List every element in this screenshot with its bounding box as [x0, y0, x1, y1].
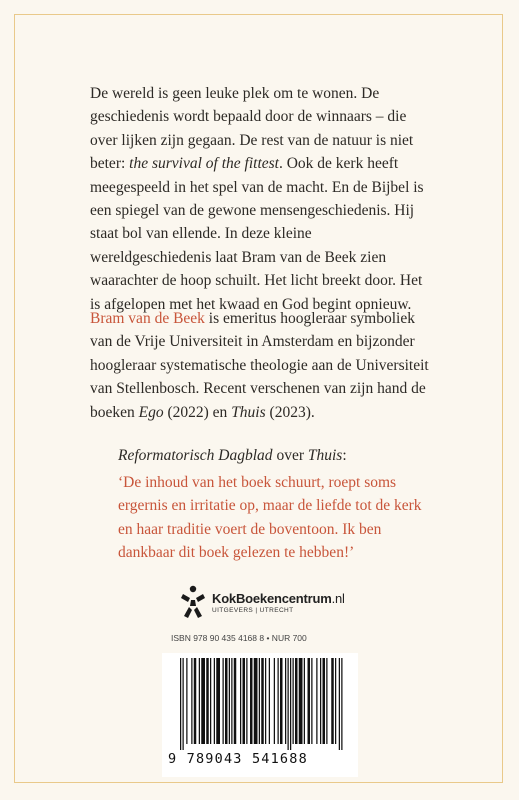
review-source-name: Reformatorisch Dagblad: [118, 447, 273, 464]
barcode-bar: [201, 658, 205, 744]
author-bio-year2: (2023).: [265, 403, 315, 421]
barcode-bar: [295, 658, 298, 744]
barcode-bar: [183, 658, 184, 750]
barcode-bar: [261, 658, 264, 744]
barcode-bar: [250, 658, 253, 744]
barcode-bar: [280, 658, 283, 744]
isbn-text: ISBN 978 90 435 4168 8 • NUR 700: [171, 633, 307, 643]
barcode-bar: [186, 658, 187, 744]
barcode-icon: [176, 658, 346, 750]
barcode-bar: [320, 658, 321, 744]
book-title-ego: Ego: [138, 403, 164, 421]
blurb-text-1: De wereld is geen leuke plek om te wonen. De geschiedenis wordt bepaald door de winnaars – die over lijken zijn gegaan. De rest van de natuur is niet beter:: [90, 85, 414, 173]
publisher-name-main: KokBoekencentrum: [212, 590, 332, 606]
barcode-bar: [285, 658, 286, 744]
barcode-bar: [293, 658, 294, 744]
blurb-paragraph: [90, 82, 435, 316]
author-bio: is emeritus hoogleraar symboliek van de Vrije Universiteit in Amsterdam en bijzonder hoogleraar systematische theologie aan de Universiteit van Stellenbosch. Recent verschenen van zijn hand de boeken: [90, 310, 429, 421]
barcode-bar: [278, 658, 279, 744]
barcode-bar: [265, 658, 266, 744]
barcode-bar: [274, 658, 275, 744]
barcode-bar: [231, 658, 232, 744]
barcode-bar: [191, 658, 192, 744]
barcode-bar: [223, 658, 224, 744]
barcode-bar: [323, 658, 326, 744]
barcode-bar: [229, 658, 230, 744]
barcode-bar: [246, 658, 247, 744]
barcode-bar: [216, 658, 220, 744]
publisher-tld: .nl: [331, 590, 345, 606]
barcode-bar: [341, 658, 342, 750]
review-source: [118, 447, 347, 465]
barcode-bar: [206, 658, 209, 744]
blurb-text-2: . Ook de kerk heeft meegespeeld in het spel van de macht. En de Bijbel is een spiegel van de gewone mensengeschiedenis. Hij staat bol van ellende. In deze kleine wereldgeschiedenis laat Bram van de Beek zien waarachter de hoop schuilt. Het licht breekt door. Het is afgelopen met het kwaad en God begint opnieuw.: [90, 155, 424, 313]
book-title-thuis: Thuis: [231, 403, 266, 421]
author-paragraph: [90, 307, 435, 424]
publisher-mark-icon: [178, 584, 208, 620]
barcode-bar: [234, 658, 237, 744]
barcode-bar: [308, 658, 311, 744]
barcode-bar: [194, 658, 197, 744]
review-quote: ‘De inhoud van het boek schuurt, roept soms ergernis en irritatie op, maar de liefde tot de kerk en haar traditie voert de boventoon. Ik ben dankbaar dit boek gelezen te hebben!’: [118, 474, 422, 562]
review-colon: :: [342, 447, 347, 464]
barcode-bar: [199, 658, 200, 744]
barcode-bar: [335, 658, 336, 744]
barcode-bar: [214, 658, 215, 744]
barcode-bar: [210, 658, 211, 744]
barcode-bar: [311, 658, 312, 744]
barcode-bar: [299, 658, 303, 744]
barcode-bar: [180, 658, 181, 750]
publisher-name: [212, 591, 345, 606]
barcode-bar: [331, 658, 334, 744]
barcode-bar: [326, 658, 327, 744]
barcode-bar: [269, 658, 270, 744]
barcode-bar: [243, 658, 246, 744]
review-book: Thuis: [307, 447, 343, 464]
barcode-bar: [240, 658, 241, 744]
barcode-bar: [254, 658, 258, 744]
publisher-subtitle: UITGEVERS | UTRECHT: [212, 606, 294, 614]
barcode-bar: [290, 658, 291, 750]
blurb-italic: the survival of the fittest: [129, 155, 279, 173]
barcode-bar: [316, 658, 317, 744]
barcode-bar: [259, 658, 260, 744]
barcode-bar: [288, 658, 289, 750]
author-bio-year1: (2022) en: [163, 403, 232, 421]
review-over: over: [272, 447, 308, 464]
barcode-number: 9 789043 541688: [168, 751, 308, 767]
barcode-bar: [304, 658, 305, 744]
barcode-bar: [339, 658, 340, 750]
publisher-logo: [178, 584, 345, 620]
author-name: Bram van de Beek: [90, 310, 205, 327]
barcode-area: [162, 653, 358, 777]
barcode-bar: [225, 658, 228, 744]
